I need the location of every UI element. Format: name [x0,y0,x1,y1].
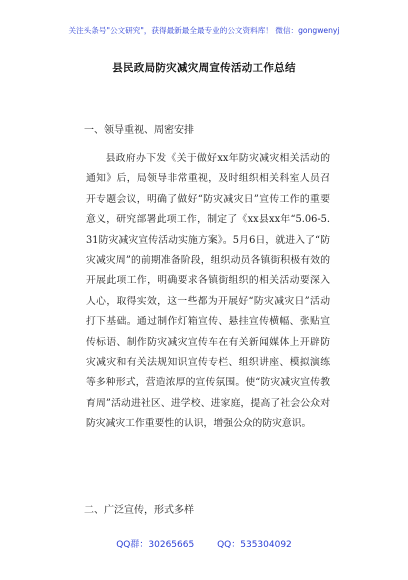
qq-number: QQ：535304092 [217,540,292,550]
section-heading-1: 一、领导重视、周密安排 [84,125,194,136]
qq-group-number: QQ群：30265665 [116,540,195,550]
section-heading-2: 二、广泛宣传，形式多样 [84,505,194,516]
footer-contact [0,537,408,550]
section-body-1: 县政府办下发《关于做好xx年防灾减灾相关活动的通知》后，局领导非常重视，及时组织相关科室人员召开专题会议，明确了做好“防灾减灾日”宣传工作的重要意义，研究部署此项工作，制定了《xx县xx年“5.06-5.31防灾减灾宣传活动实施方案》。5月6日，就进入了“防灾减灾周”的前期准备阶段，组织动员各镇街积极有效的开展此项工作，明确要求各镇街组织的相关活动要深入人心，取得实效，这一些都为开展好“防灾减灾日”活动打下基础。通过制作灯箱宣传、悬挂宣传横幅、张贴宣传标语、制作防灾减灾宣传车在有关新闻媒体上开辟防灾减灾和有关法规知识宣传专栏、组织讲座、模拟演练等多种形式，营造浓厚的宣传氛围。使“防灾减灾宣传教育周”活动进社区、进学校、进家庭，提高了社会公众对防灾减灾工作重要性的认识，增强公众的防灾意识。 [86,153,330,430]
promo-banner: 关注头条号"公文研究"，获得最新最全最专业的公文资料库！ 微信：gongwenyj [68,26,340,35]
document-title: 县民政局防灾减灾周宣传活动工作总结 [112,62,296,74]
